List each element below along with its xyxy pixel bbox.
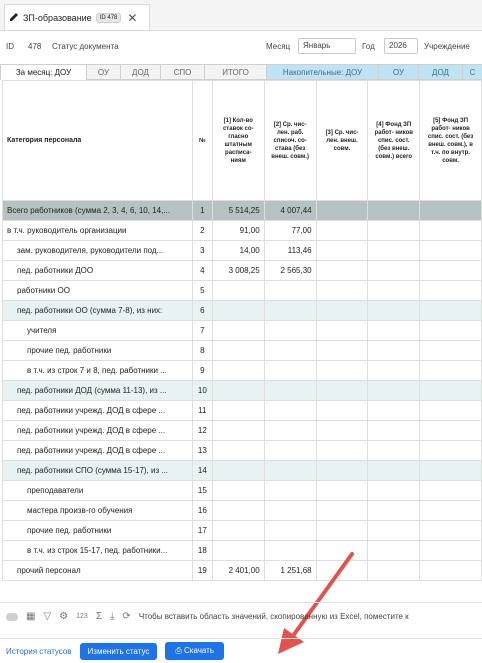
cell-number[interactable]: 18 bbox=[192, 541, 212, 561]
header-number[interactable]: № bbox=[192, 81, 212, 201]
tab-accum-dou[interactable] bbox=[266, 64, 378, 80]
cell-number[interactable]: 12 bbox=[192, 421, 212, 441]
cell-number[interactable]: 5 bbox=[192, 281, 212, 301]
table-row bbox=[3, 201, 482, 221]
cell-category[interactable]: зам. руководителя, руководители под... bbox=[3, 241, 193, 261]
cell-col-1[interactable] bbox=[212, 461, 264, 481]
table-row bbox=[3, 541, 482, 561]
cell-col-3[interactable] bbox=[316, 401, 368, 421]
cell-col-1[interactable]: 14,00 bbox=[212, 241, 264, 261]
cell-category[interactable]: работники ОО bbox=[3, 281, 193, 301]
cell-col-5[interactable] bbox=[420, 281, 482, 301]
cell-col-3[interactable] bbox=[316, 301, 368, 321]
cell-col-5[interactable] bbox=[420, 221, 482, 241]
table-row bbox=[3, 221, 482, 241]
cell-col-2[interactable] bbox=[264, 421, 316, 441]
cell-col-1[interactable] bbox=[212, 301, 264, 321]
cell-number[interactable]: 8 bbox=[192, 341, 212, 361]
cell-col-3[interactable] bbox=[316, 521, 368, 541]
cell-number[interactable]: 19 bbox=[192, 561, 212, 581]
cell-col-3[interactable] bbox=[316, 341, 368, 361]
cell-col-2[interactable] bbox=[264, 401, 316, 421]
cell-col-5[interactable] bbox=[420, 401, 482, 421]
cell-col-4[interactable] bbox=[368, 561, 420, 581]
cell-col-5[interactable] bbox=[420, 421, 482, 441]
cell-col-4[interactable] bbox=[368, 361, 420, 381]
cell-col-4[interactable] bbox=[368, 421, 420, 441]
table-row bbox=[3, 361, 482, 381]
close-icon[interactable]: ✕ bbox=[127, 10, 138, 25]
cell-col-4[interactable] bbox=[368, 341, 420, 361]
cell-col-4[interactable] bbox=[368, 381, 420, 401]
cell-col-1[interactable] bbox=[212, 441, 264, 461]
cell-col-1[interactable] bbox=[212, 321, 264, 341]
cell-col-5[interactable] bbox=[420, 261, 482, 281]
grid-icon[interactable]: ▦ bbox=[26, 611, 36, 622]
cell-col-1[interactable] bbox=[212, 341, 264, 361]
cell-col-1[interactable]: 3 008,25 bbox=[212, 261, 264, 281]
cell-col-5[interactable] bbox=[420, 301, 482, 321]
cell-col-3[interactable] bbox=[316, 281, 368, 301]
cell-col-5[interactable] bbox=[420, 521, 482, 541]
cell-number[interactable]: 3 bbox=[192, 241, 212, 261]
cell-col-4[interactable] bbox=[368, 501, 420, 521]
cell-number[interactable]: 6 bbox=[192, 301, 212, 321]
tab-label: Накопительные: ДОУ bbox=[282, 67, 363, 77]
download-button-label: Скачать bbox=[184, 646, 215, 655]
cell-number[interactable]: 4 bbox=[192, 261, 212, 281]
cell-col-3[interactable] bbox=[316, 481, 368, 501]
cell-col-4[interactable] bbox=[368, 521, 420, 541]
filter-icon[interactable]: ▽ bbox=[43, 611, 52, 622]
tab-label: ИТОГО bbox=[222, 67, 249, 77]
cell-col-2[interactable]: 113,46 bbox=[264, 241, 316, 261]
cell-col-2[interactable] bbox=[264, 341, 316, 361]
cell-col-4[interactable] bbox=[368, 461, 420, 481]
cell-number[interactable]: 13 bbox=[192, 441, 212, 461]
header-col-3[interactable]: [3] Ср. чис- лен. внеш. совм. bbox=[316, 81, 368, 201]
cell-col-3[interactable] bbox=[316, 261, 368, 281]
cell-col-4[interactable] bbox=[368, 541, 420, 561]
table-row bbox=[3, 481, 482, 501]
cell-col-2[interactable]: 2 565,30 bbox=[264, 261, 316, 281]
cell-category[interactable]: прочие пед. работники bbox=[3, 341, 193, 361]
cell-category[interactable]: в т.ч. из строк 7 и 8, пед. работники ... bbox=[3, 361, 193, 381]
cell-category[interactable]: Всего работников (сумма 2, 3, 4, 6, 10, 14,... bbox=[3, 201, 193, 221]
cell-col-1[interactable] bbox=[212, 381, 264, 401]
tab-month-spo[interactable] bbox=[160, 64, 204, 80]
cell-number[interactable]: 16 bbox=[192, 501, 212, 521]
cell-number[interactable]: 14 bbox=[192, 461, 212, 481]
cell-col-3[interactable] bbox=[316, 421, 368, 441]
cell-col-4[interactable] bbox=[368, 321, 420, 341]
tab-month-dou[interactable] bbox=[0, 64, 86, 80]
id-label: ID bbox=[6, 42, 14, 51]
tab-label: ОУ bbox=[97, 67, 110, 77]
cell-col-1[interactable]: 2 401,00 bbox=[212, 561, 264, 581]
status-label: Статус документа bbox=[52, 42, 119, 51]
cell-col-2[interactable]: 4 007,44 bbox=[264, 201, 316, 221]
table-row bbox=[3, 521, 482, 541]
cell-number[interactable]: 10 bbox=[192, 381, 212, 401]
cell-col-5[interactable] bbox=[420, 461, 482, 481]
cell-number[interactable]: 9 bbox=[192, 361, 212, 381]
cell-category[interactable]: в т.ч. из строк 15-17, пед. работники... bbox=[3, 541, 193, 561]
status-history-link[interactable]: История статусов bbox=[6, 646, 72, 656]
year-field[interactable]: 2026 bbox=[384, 38, 418, 54]
header-col-4[interactable]: [4] Фонд ЗП работ- ников спис. сост. (без внеш. совм.) всего bbox=[368, 81, 420, 201]
header-category[interactable]: Категория персонала bbox=[3, 81, 193, 201]
cell-number[interactable]: 1 bbox=[192, 201, 212, 221]
cell-col-1[interactable] bbox=[212, 541, 264, 561]
tab-total[interactable] bbox=[204, 64, 266, 80]
cell-col-5[interactable] bbox=[420, 201, 482, 221]
tab-label: ДОД bbox=[132, 67, 149, 77]
id-badge: ID 478 bbox=[96, 13, 122, 23]
cell-col-3[interactable] bbox=[316, 321, 368, 341]
month-label: Месяц bbox=[266, 42, 291, 51]
table-row bbox=[3, 321, 482, 341]
tab-month-ou[interactable] bbox=[86, 64, 120, 80]
refresh-icon[interactable]: ⟳ bbox=[122, 611, 131, 622]
cell-col-4[interactable] bbox=[368, 221, 420, 241]
tab-label: С bbox=[469, 67, 476, 77]
year-label: Год bbox=[362, 42, 375, 51]
cell-col-2[interactable] bbox=[264, 461, 316, 481]
cell-col-2[interactable] bbox=[264, 281, 316, 301]
cell-col-2[interactable]: 1 251,68 bbox=[264, 561, 316, 581]
paste-hint: Чтобы вставить область значений, скопированную из Excel, поместите к bbox=[138, 612, 409, 621]
header-col-2[interactable]: [2] Ср. чис- лен. раб. списоч. со- става (без внеш. совм.) bbox=[264, 81, 316, 201]
cell-col-2[interactable] bbox=[264, 521, 316, 541]
cell-col-1[interactable] bbox=[212, 401, 264, 421]
cell-col-1[interactable]: 91,00 bbox=[212, 221, 264, 241]
table-row bbox=[3, 441, 482, 461]
cell-col-5[interactable] bbox=[420, 441, 482, 461]
cell-col-5[interactable] bbox=[420, 481, 482, 501]
cell-col-2[interactable] bbox=[264, 321, 316, 341]
month-field[interactable]: Январь bbox=[298, 38, 356, 54]
cell-col-4[interactable] bbox=[368, 401, 420, 421]
table-row bbox=[3, 401, 482, 421]
cell-col-3[interactable] bbox=[316, 361, 368, 381]
cell-col-5[interactable] bbox=[420, 541, 482, 561]
cell-number[interactable]: 11 bbox=[192, 401, 212, 421]
cell-category[interactable]: пед. работники учрежд. ДОД в сфере ... bbox=[3, 401, 193, 421]
toggle-icon[interactable] bbox=[6, 613, 18, 621]
table-row bbox=[3, 261, 482, 281]
table-row bbox=[3, 301, 482, 321]
document-info-row bbox=[0, 38, 482, 56]
cell-col-2[interactable] bbox=[264, 481, 316, 501]
tab-label: ДОД bbox=[432, 67, 449, 77]
cell-col-2[interactable] bbox=[264, 441, 316, 461]
number-format-icon[interactable]: 123 bbox=[76, 613, 88, 620]
cell-number[interactable]: 2 bbox=[192, 221, 212, 241]
institution-label: Учреждение bbox=[424, 42, 470, 51]
cell-category[interactable]: пед. работники ДОО bbox=[3, 261, 193, 281]
tab-label: СПО bbox=[173, 67, 192, 77]
cell-category[interactable]: мастера произв-го обучения bbox=[3, 501, 193, 521]
cell-col-4[interactable] bbox=[368, 261, 420, 281]
document-tab-bar bbox=[0, 0, 482, 31]
table-row bbox=[3, 341, 482, 361]
download-icon[interactable]: ⤓ bbox=[110, 611, 115, 622]
tab-label: За месяц: ДОУ bbox=[15, 68, 72, 77]
cell-category[interactable]: в т.ч. руководитель организации bbox=[3, 221, 193, 241]
tab-accum-dod[interactable] bbox=[418, 64, 462, 80]
cell-number[interactable]: 15 bbox=[192, 481, 212, 501]
change-status-button[interactable]: Изменить статус bbox=[80, 643, 158, 660]
cell-col-1[interactable] bbox=[212, 361, 264, 381]
tab-label: ОУ bbox=[392, 67, 405, 77]
cell-col-2[interactable] bbox=[264, 501, 316, 521]
cell-col-5[interactable] bbox=[420, 321, 482, 341]
cell-category[interactable]: преподаватели bbox=[3, 481, 193, 501]
action-footer bbox=[0, 638, 482, 663]
cell-col-3[interactable] bbox=[316, 441, 368, 461]
cell-col-1[interactable] bbox=[212, 281, 264, 301]
cell-col-3[interactable] bbox=[316, 201, 368, 221]
settings-icon[interactable]: ⚙ bbox=[59, 611, 69, 622]
cell-col-1[interactable]: 5 514,25 bbox=[212, 201, 264, 221]
cell-col-3[interactable] bbox=[316, 221, 368, 241]
cell-col-4[interactable] bbox=[368, 301, 420, 321]
table-row bbox=[3, 421, 482, 441]
cell-col-2[interactable]: 77,00 bbox=[264, 221, 316, 241]
header-col-1[interactable]: [1] Кол-во ставок со- гласно штатным расписа- ниям bbox=[212, 81, 264, 201]
cell-col-5[interactable] bbox=[420, 361, 482, 381]
tab-accum-spo[interactable] bbox=[462, 64, 482, 80]
cell-col-4[interactable] bbox=[368, 441, 420, 461]
cell-col-5[interactable] bbox=[420, 501, 482, 521]
table-row bbox=[3, 281, 482, 301]
cell-col-4[interactable] bbox=[368, 281, 420, 301]
cell-category[interactable]: прочий персонал bbox=[3, 561, 193, 581]
cell-number[interactable]: 7 bbox=[192, 321, 212, 341]
cell-col-3[interactable] bbox=[316, 241, 368, 261]
cell-category[interactable]: пед. работники ДОД (сумма 11-13), из ... bbox=[3, 381, 193, 401]
grid-toolbar bbox=[0, 602, 482, 630]
data-grid bbox=[2, 80, 482, 581]
cell-col-3[interactable] bbox=[316, 501, 368, 521]
download-button[interactable] bbox=[165, 642, 224, 660]
sum-icon[interactable]: Σ bbox=[95, 611, 102, 622]
cell-col-1[interactable] bbox=[212, 501, 264, 521]
cell-col-4[interactable] bbox=[368, 241, 420, 261]
header-col-5[interactable]: [5] Фонд ЗП работ- ников спис. сост. (без внеш. совм.), в т.ч. по внутр. совм. bbox=[420, 81, 482, 201]
document-tab-title: ЗП-образование bbox=[23, 12, 92, 23]
cell-category[interactable]: прочие пед. работники bbox=[3, 521, 193, 541]
table-row bbox=[3, 241, 482, 261]
table-row bbox=[3, 561, 482, 581]
cell-col-1[interactable] bbox=[212, 521, 264, 541]
document-tab[interactable] bbox=[4, 4, 150, 30]
table-row bbox=[3, 501, 482, 521]
cell-category[interactable]: учителя bbox=[3, 321, 193, 341]
tab-accum-ou[interactable] bbox=[378, 64, 418, 80]
cell-col-4[interactable] bbox=[368, 481, 420, 501]
cell-category[interactable]: пед. работники учрежд. ДОД в сфере ... bbox=[3, 441, 193, 461]
print-icon: ⎙ bbox=[175, 646, 182, 655]
cell-category[interactable]: пед. работники учрежд. ДОД в сфере ... bbox=[3, 421, 193, 441]
cell-col-3[interactable] bbox=[316, 381, 368, 401]
sheet-tabs bbox=[0, 64, 482, 80]
cell-category[interactable]: пед. работники ОО (сумма 7-8), из них: bbox=[3, 301, 193, 321]
cell-col-3[interactable] bbox=[316, 461, 368, 481]
cell-col-1[interactable] bbox=[212, 481, 264, 501]
table-row bbox=[3, 461, 482, 481]
cell-col-2[interactable] bbox=[264, 381, 316, 401]
cell-col-5[interactable] bbox=[420, 241, 482, 261]
cell-col-4[interactable] bbox=[368, 201, 420, 221]
pencil-icon bbox=[9, 12, 19, 24]
cell-number[interactable]: 17 bbox=[192, 521, 212, 541]
table-row bbox=[3, 381, 482, 401]
cell-col-1[interactable] bbox=[212, 421, 264, 441]
cell-col-2[interactable] bbox=[264, 301, 316, 321]
id-value: 478 bbox=[28, 42, 42, 51]
cell-category[interactable]: пед. работники СПО (сумма 15-17), из ... bbox=[3, 461, 193, 481]
cell-col-5[interactable] bbox=[420, 381, 482, 401]
cell-col-2[interactable] bbox=[264, 361, 316, 381]
tab-month-dod[interactable] bbox=[120, 64, 160, 80]
cell-col-5[interactable] bbox=[420, 341, 482, 361]
cell-col-5[interactable] bbox=[420, 561, 482, 581]
